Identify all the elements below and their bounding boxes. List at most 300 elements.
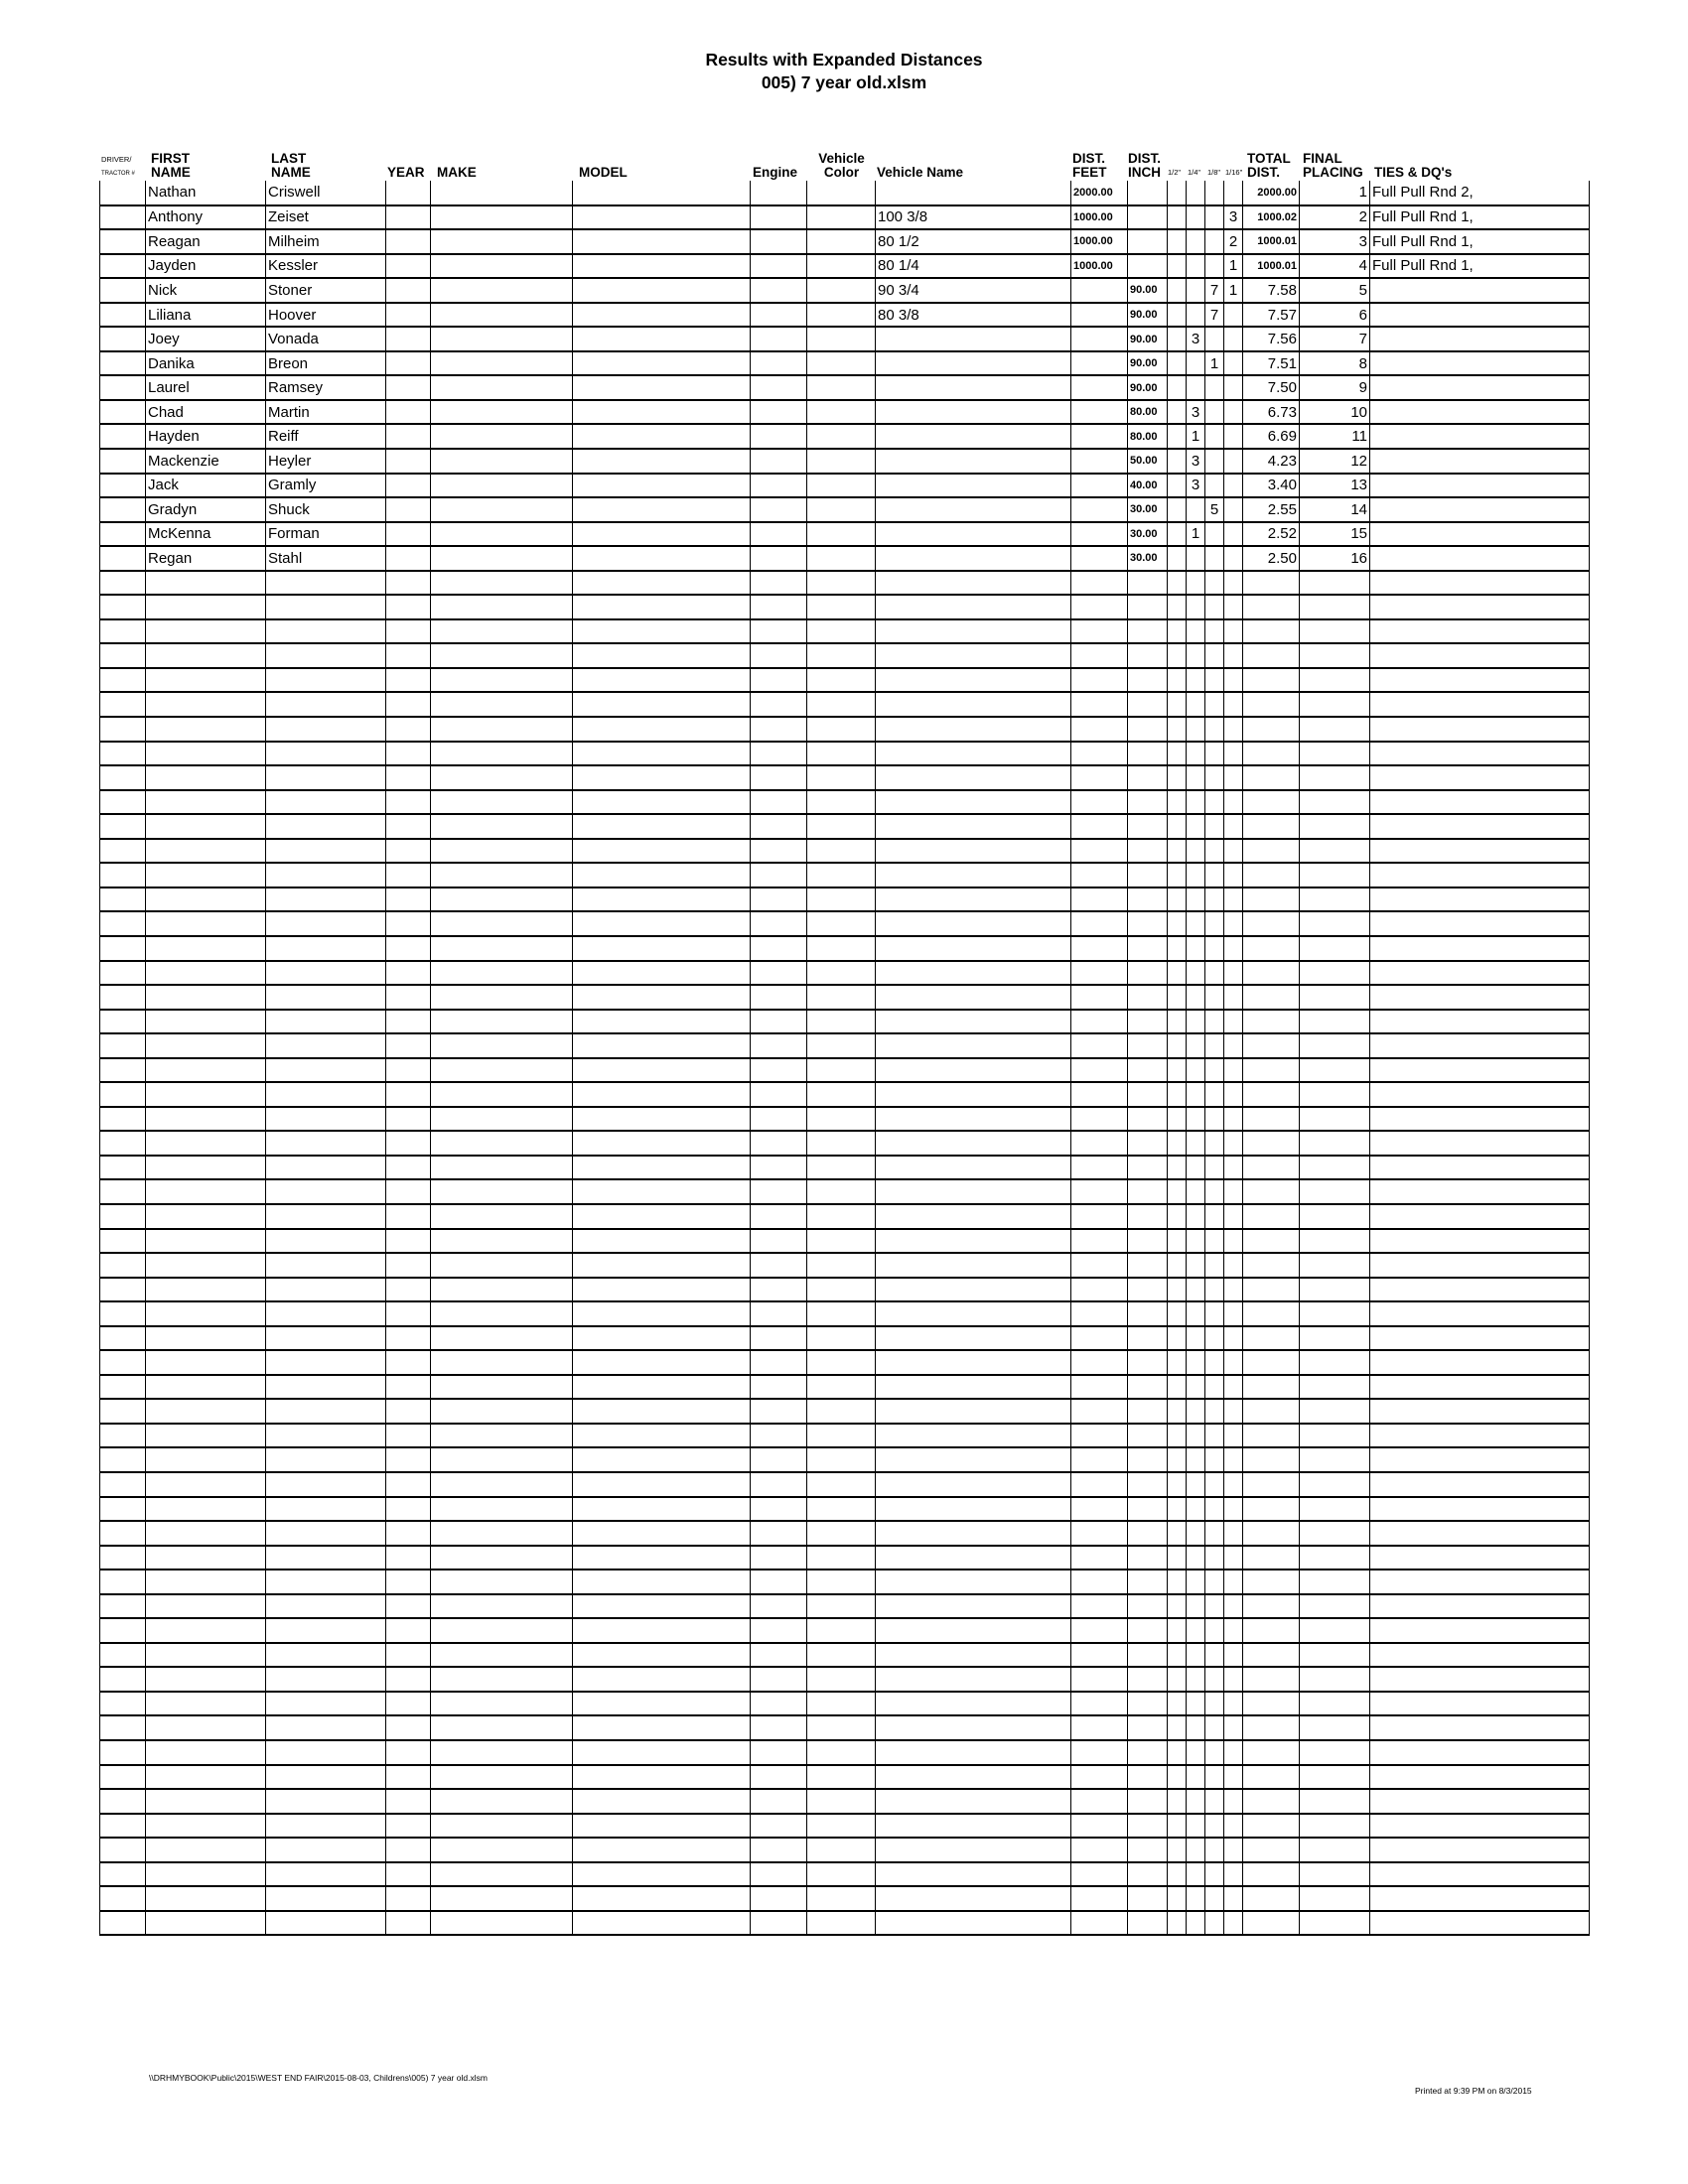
model-cell — [573, 1399, 751, 1424]
fraction-quarter-cell — [1187, 1570, 1205, 1594]
vehicle-name-cell — [876, 1472, 1071, 1497]
fraction-half-cell — [1168, 619, 1187, 644]
vehicle-name-cell — [876, 1058, 1071, 1083]
vehicle-color-cell — [807, 1179, 876, 1204]
fraction-sixteenth-cell — [1224, 1447, 1243, 1472]
dist-feet-cell — [1071, 1814, 1128, 1839]
fraction-quarter-cell — [1187, 1033, 1205, 1058]
fraction-sixteenth-cell — [1224, 1814, 1243, 1839]
vehicle-name-cell — [876, 1082, 1071, 1107]
year-cell — [386, 1643, 431, 1668]
fraction-sixteenth-cell — [1224, 863, 1243, 887]
make-cell — [431, 497, 573, 522]
dist-inch-cell — [1128, 1497, 1168, 1522]
engine-cell — [751, 1740, 807, 1765]
total-dist-cell — [1243, 911, 1300, 936]
make-cell — [431, 1107, 573, 1132]
ties-dqs-cell — [1370, 1838, 1590, 1862]
year-cell — [386, 692, 431, 717]
driver-tractor-cell — [100, 887, 146, 912]
fraction-quarter-cell — [1187, 1082, 1205, 1107]
vehicle-name-cell — [876, 1692, 1071, 1716]
table-row — [100, 1594, 1590, 1619]
year-cell — [386, 497, 431, 522]
last-name-cell: Vonada — [266, 327, 386, 351]
fraction-half-cell — [1168, 1179, 1187, 1204]
fraction-quarter-cell: 1 — [1187, 424, 1205, 449]
driver-tractor-cell — [100, 1594, 146, 1619]
first-name-cell: Hayden — [146, 424, 266, 449]
first-name-cell: Nick — [146, 278, 266, 303]
model-cell — [573, 327, 751, 351]
fraction-sixteenth-cell — [1224, 1326, 1243, 1351]
make-cell — [431, 717, 573, 742]
table-row — [100, 1497, 1590, 1522]
make-cell — [431, 229, 573, 254]
fraction-half-cell — [1168, 1546, 1187, 1570]
year-cell — [386, 1301, 431, 1326]
final-placing-cell — [1300, 1447, 1370, 1472]
table-row — [100, 1107, 1590, 1132]
vehicle-name-cell — [876, 1715, 1071, 1740]
model-cell — [573, 1497, 751, 1522]
fraction-eighth-cell — [1205, 1350, 1224, 1375]
fraction-eighth-cell — [1205, 181, 1224, 205]
make-cell — [431, 1546, 573, 1570]
fraction-quarter-cell — [1187, 643, 1205, 668]
final-placing-cell: 6 — [1300, 303, 1370, 328]
first-name-cell — [146, 595, 266, 619]
last-name-cell — [266, 1692, 386, 1716]
vehicle-name-cell — [876, 1253, 1071, 1278]
first-name-cell — [146, 668, 266, 693]
fraction-quarter-cell — [1187, 985, 1205, 1010]
ties-dqs-cell — [1370, 303, 1590, 328]
model-cell — [573, 1301, 751, 1326]
model-cell — [573, 961, 751, 986]
final-placing-cell — [1300, 911, 1370, 936]
total-dist-cell: 3.40 — [1243, 474, 1300, 498]
dist-feet-cell — [1071, 790, 1128, 815]
total-dist-cell — [1243, 1692, 1300, 1716]
final-placing-cell — [1300, 1546, 1370, 1570]
ties-dqs-cell — [1370, 595, 1590, 619]
fraction-half-cell — [1168, 1082, 1187, 1107]
make-cell — [431, 1447, 573, 1472]
year-cell — [386, 375, 431, 400]
dist-feet-cell — [1071, 497, 1128, 522]
fraction-quarter-cell — [1187, 1692, 1205, 1716]
table-row — [100, 961, 1590, 986]
dist-feet-cell — [1071, 1058, 1128, 1083]
vehicle-color-cell — [807, 1570, 876, 1594]
dist-inch-cell: 30.00 — [1128, 497, 1168, 522]
ties-dqs-cell — [1370, 449, 1590, 474]
make-cell — [431, 595, 573, 619]
engine-cell — [751, 1789, 807, 1814]
final-placing-cell — [1300, 1594, 1370, 1619]
model-cell — [573, 839, 751, 864]
dist-inch-cell: 30.00 — [1128, 522, 1168, 547]
fraction-sixteenth-cell — [1224, 1789, 1243, 1814]
ties-dqs-cell — [1370, 911, 1590, 936]
first-name-cell: Laurel — [146, 375, 266, 400]
table-row — [100, 1010, 1590, 1034]
model-cell — [573, 643, 751, 668]
driver-tractor-cell — [100, 205, 146, 230]
fraction-quarter-cell — [1187, 1497, 1205, 1522]
model-cell — [573, 595, 751, 619]
year-cell — [386, 1911, 431, 1936]
fraction-half-cell — [1168, 985, 1187, 1010]
first-name-cell — [146, 1010, 266, 1034]
fraction-sixteenth-cell: 1 — [1224, 278, 1243, 303]
footer-file-path: \\DRHMYBOOK\Public\2015\WEST END FAIR\2015-08-03, Childrens\005) 7 year old.xlsm — [149, 2073, 488, 2083]
driver-tractor-cell — [100, 497, 146, 522]
driver-tractor-cell — [100, 1399, 146, 1424]
year-cell — [386, 229, 431, 254]
final-placing-cell — [1300, 1326, 1370, 1351]
first-name-cell — [146, 911, 266, 936]
make-cell — [431, 911, 573, 936]
fraction-quarter-cell — [1187, 1667, 1205, 1692]
dist-feet-cell — [1071, 619, 1128, 644]
make-cell — [431, 1010, 573, 1034]
make-cell — [431, 1740, 573, 1765]
model-cell — [573, 1179, 751, 1204]
final-placing-cell — [1300, 1301, 1370, 1326]
total-dist-cell: 7.51 — [1243, 351, 1300, 376]
first-name-cell — [146, 961, 266, 986]
fraction-half-cell — [1168, 887, 1187, 912]
ties-dqs-cell — [1370, 1740, 1590, 1765]
last-name-cell: Kessler — [266, 254, 386, 279]
table-row — [100, 1131, 1590, 1156]
fraction-half-cell — [1168, 814, 1187, 839]
header-color: Color — [823, 165, 860, 180]
make-cell — [431, 1789, 573, 1814]
vehicle-color-cell — [807, 278, 876, 303]
fraction-quarter-cell: 3 — [1187, 400, 1205, 425]
fraction-quarter-cell — [1187, 1521, 1205, 1546]
total-dist-cell: 7.57 — [1243, 303, 1300, 328]
dist-feet-cell — [1071, 1667, 1128, 1692]
final-placing-cell — [1300, 692, 1370, 717]
year-cell — [386, 205, 431, 230]
total-dist-cell: 4.23 — [1243, 449, 1300, 474]
vehicle-color-cell — [807, 1521, 876, 1546]
year-cell — [386, 619, 431, 644]
fraction-eighth-cell — [1205, 1911, 1224, 1936]
last-name-cell — [266, 571, 386, 596]
engine-cell — [751, 351, 807, 376]
fraction-eighth-cell — [1205, 911, 1224, 936]
fraction-quarter-cell — [1187, 546, 1205, 571]
final-placing-cell — [1300, 1692, 1370, 1716]
vehicle-color-cell — [807, 1667, 876, 1692]
make-cell — [431, 1131, 573, 1156]
dist-feet-cell — [1071, 1229, 1128, 1254]
header-final-bottom: PLACING — [1303, 165, 1363, 180]
driver-tractor-cell — [100, 1301, 146, 1326]
make-cell — [431, 936, 573, 961]
driver-tractor-cell — [100, 1033, 146, 1058]
fraction-sixteenth-cell — [1224, 1862, 1243, 1887]
final-placing-cell — [1300, 1399, 1370, 1424]
fraction-half-cell — [1168, 424, 1187, 449]
vehicle-color-cell — [807, 1326, 876, 1351]
header-final-top: FINAL — [1303, 151, 1342, 166]
table-row — [100, 1765, 1590, 1790]
year-cell — [386, 668, 431, 693]
make-cell — [431, 961, 573, 986]
first-name-cell — [146, 765, 266, 790]
fraction-half-cell — [1168, 1886, 1187, 1911]
dist-inch-cell — [1128, 1789, 1168, 1814]
dist-inch-cell — [1128, 1033, 1168, 1058]
driver-tractor-cell — [100, 375, 146, 400]
dist-inch-cell — [1128, 1278, 1168, 1302]
fraction-sixteenth-cell — [1224, 1497, 1243, 1522]
total-dist-cell — [1243, 1350, 1300, 1375]
last-name-cell — [266, 668, 386, 693]
fraction-sixteenth-cell — [1224, 668, 1243, 693]
vehicle-color-cell — [807, 1740, 876, 1765]
year-cell — [386, 1326, 431, 1351]
dist-feet-cell — [1071, 1765, 1128, 1790]
model-cell — [573, 668, 751, 693]
last-name-cell — [266, 887, 386, 912]
make-cell — [431, 1278, 573, 1302]
header-last-top: LAST — [271, 151, 307, 166]
fraction-eighth-cell — [1205, 1058, 1224, 1083]
table-row — [100, 936, 1590, 961]
header-fraction-eighth: 1/8" — [1207, 168, 1221, 177]
model-cell — [573, 1838, 751, 1862]
dist-feet-cell — [1071, 814, 1128, 839]
model-cell — [573, 1326, 751, 1351]
total-dist-cell — [1243, 595, 1300, 619]
make-cell — [431, 1618, 573, 1643]
dist-inch-cell — [1128, 1667, 1168, 1692]
engine-cell — [751, 668, 807, 693]
driver-tractor-cell — [100, 546, 146, 571]
engine-cell — [751, 1814, 807, 1839]
year-cell — [386, 303, 431, 328]
total-dist-cell — [1243, 1618, 1300, 1643]
year-cell — [386, 961, 431, 986]
last-name-cell — [266, 1546, 386, 1570]
fraction-eighth-cell — [1205, 1618, 1224, 1643]
fraction-sixteenth-cell — [1224, 303, 1243, 328]
fraction-eighth-cell — [1205, 1692, 1224, 1716]
table-row — [100, 351, 1590, 376]
fraction-sixteenth-cell — [1224, 1472, 1243, 1497]
first-name-cell — [146, 1326, 266, 1351]
fraction-half-cell — [1168, 1253, 1187, 1278]
dist-feet-cell — [1071, 961, 1128, 986]
dist-feet-cell — [1071, 911, 1128, 936]
fraction-eighth-cell — [1205, 1570, 1224, 1594]
fraction-eighth-cell — [1205, 1886, 1224, 1911]
engine-cell — [751, 717, 807, 742]
dist-feet-cell — [1071, 375, 1128, 400]
dist-inch-cell: 40.00 — [1128, 474, 1168, 498]
fraction-half-cell — [1168, 1058, 1187, 1083]
make-cell — [431, 1399, 573, 1424]
final-placing-cell — [1300, 595, 1370, 619]
vehicle-name-cell — [876, 1643, 1071, 1668]
ties-dqs-cell — [1370, 1399, 1590, 1424]
driver-tractor-cell — [100, 1375, 146, 1400]
engine-cell — [751, 375, 807, 400]
header-vehicle-top: Vehicle — [818, 151, 865, 166]
engine-cell — [751, 1326, 807, 1351]
fraction-eighth-cell — [1205, 619, 1224, 644]
year-cell — [386, 546, 431, 571]
last-name-cell: Zeiset — [266, 205, 386, 230]
total-dist-cell — [1243, 1594, 1300, 1619]
fraction-sixteenth-cell — [1224, 1643, 1243, 1668]
fraction-half-cell — [1168, 205, 1187, 230]
engine-cell — [751, 1862, 807, 1887]
fraction-quarter-cell — [1187, 1375, 1205, 1400]
make-cell — [431, 1326, 573, 1351]
fraction-eighth-cell — [1205, 1667, 1224, 1692]
make-cell — [431, 790, 573, 815]
total-dist-cell — [1243, 692, 1300, 717]
fraction-half-cell — [1168, 668, 1187, 693]
ties-dqs-cell — [1370, 1546, 1590, 1570]
fraction-quarter-cell — [1187, 1253, 1205, 1278]
fraction-quarter-cell — [1187, 1350, 1205, 1375]
fraction-eighth-cell — [1205, 985, 1224, 1010]
first-name-cell — [146, 839, 266, 864]
fraction-sixteenth-cell — [1224, 839, 1243, 864]
vehicle-name-cell — [876, 1497, 1071, 1522]
vehicle-name-cell — [876, 424, 1071, 449]
last-name-cell — [266, 643, 386, 668]
driver-tractor-cell — [100, 1886, 146, 1911]
first-name-cell — [146, 1886, 266, 1911]
vehicle-color-cell — [807, 1156, 876, 1180]
first-name-cell — [146, 936, 266, 961]
vehicle-name-cell — [876, 181, 1071, 205]
year-cell — [386, 181, 431, 205]
dist-inch-cell — [1128, 1886, 1168, 1911]
fraction-eighth-cell — [1205, 424, 1224, 449]
report-subtitle: 005) 7 year old.xlsm — [761, 72, 927, 92]
vehicle-name-cell — [876, 1375, 1071, 1400]
year-cell — [386, 1521, 431, 1546]
ties-dqs-cell — [1370, 1521, 1590, 1546]
year-cell — [386, 1350, 431, 1375]
fraction-quarter-cell — [1187, 1301, 1205, 1326]
ties-dqs-cell — [1370, 1058, 1590, 1083]
fraction-half-cell — [1168, 571, 1187, 596]
vehicle-color-cell — [807, 1399, 876, 1424]
vehicle-name-cell — [876, 497, 1071, 522]
table-row — [100, 278, 1590, 303]
vehicle-name-cell — [876, 400, 1071, 425]
dist-feet-cell — [1071, 1692, 1128, 1716]
fraction-sixteenth-cell: 1 — [1224, 254, 1243, 279]
first-name-cell — [146, 1911, 266, 1936]
vehicle-color-cell — [807, 911, 876, 936]
fraction-sixteenth-cell — [1224, 400, 1243, 425]
vehicle-color-cell — [807, 814, 876, 839]
model-cell — [573, 229, 751, 254]
dist-inch-cell: 90.00 — [1128, 351, 1168, 376]
fraction-half-cell — [1168, 1156, 1187, 1180]
fraction-half-cell — [1168, 522, 1187, 547]
engine-cell — [751, 522, 807, 547]
total-dist-cell — [1243, 1156, 1300, 1180]
fraction-eighth-cell — [1205, 742, 1224, 766]
final-placing-cell — [1300, 1886, 1370, 1911]
last-name-cell — [266, 1643, 386, 1668]
make-cell — [431, 1497, 573, 1522]
table-row — [100, 1375, 1590, 1400]
fraction-eighth-cell — [1205, 571, 1224, 596]
fraction-eighth-cell — [1205, 1838, 1224, 1862]
engine-cell — [751, 1643, 807, 1668]
make-cell — [431, 1082, 573, 1107]
vehicle-name-cell: 80 3/8 — [876, 303, 1071, 328]
fraction-quarter-cell — [1187, 1472, 1205, 1497]
table-row — [100, 1229, 1590, 1254]
final-placing-cell — [1300, 668, 1370, 693]
make-cell — [431, 839, 573, 864]
fraction-sixteenth-cell — [1224, 181, 1243, 205]
last-name-cell: Hoover — [266, 303, 386, 328]
fraction-sixteenth-cell — [1224, 546, 1243, 571]
engine-cell — [751, 1010, 807, 1034]
first-name-cell — [146, 692, 266, 717]
total-dist-cell: 1000.01 — [1243, 254, 1300, 279]
total-dist-cell: 1000.02 — [1243, 205, 1300, 230]
model-cell — [573, 1447, 751, 1472]
last-name-cell — [266, 814, 386, 839]
total-dist-cell — [1243, 985, 1300, 1010]
fraction-eighth-cell — [1205, 1740, 1224, 1765]
fraction-eighth-cell: 7 — [1205, 303, 1224, 328]
driver-tractor-cell — [100, 1643, 146, 1668]
header-engine: Engine — [753, 165, 798, 180]
dist-feet-cell — [1071, 887, 1128, 912]
dist-feet-cell — [1071, 1546, 1128, 1570]
ties-dqs-cell — [1370, 400, 1590, 425]
model-cell — [573, 1911, 751, 1936]
vehicle-color-cell — [807, 765, 876, 790]
last-name-cell: Stoner — [266, 278, 386, 303]
ties-dqs-cell — [1370, 619, 1590, 644]
model-cell — [573, 1472, 751, 1497]
fraction-quarter-cell — [1187, 790, 1205, 815]
table-row — [100, 1814, 1590, 1839]
driver-tractor-cell — [100, 1156, 146, 1180]
first-name-cell — [146, 1131, 266, 1156]
final-placing-cell: 11 — [1300, 424, 1370, 449]
vehicle-color-cell — [807, 375, 876, 400]
total-dist-cell — [1243, 1838, 1300, 1862]
last-name-cell — [266, 595, 386, 619]
first-name-cell — [146, 1350, 266, 1375]
fraction-half-cell — [1168, 692, 1187, 717]
year-cell — [386, 1497, 431, 1522]
year-cell — [386, 1033, 431, 1058]
model-cell — [573, 1278, 751, 1302]
